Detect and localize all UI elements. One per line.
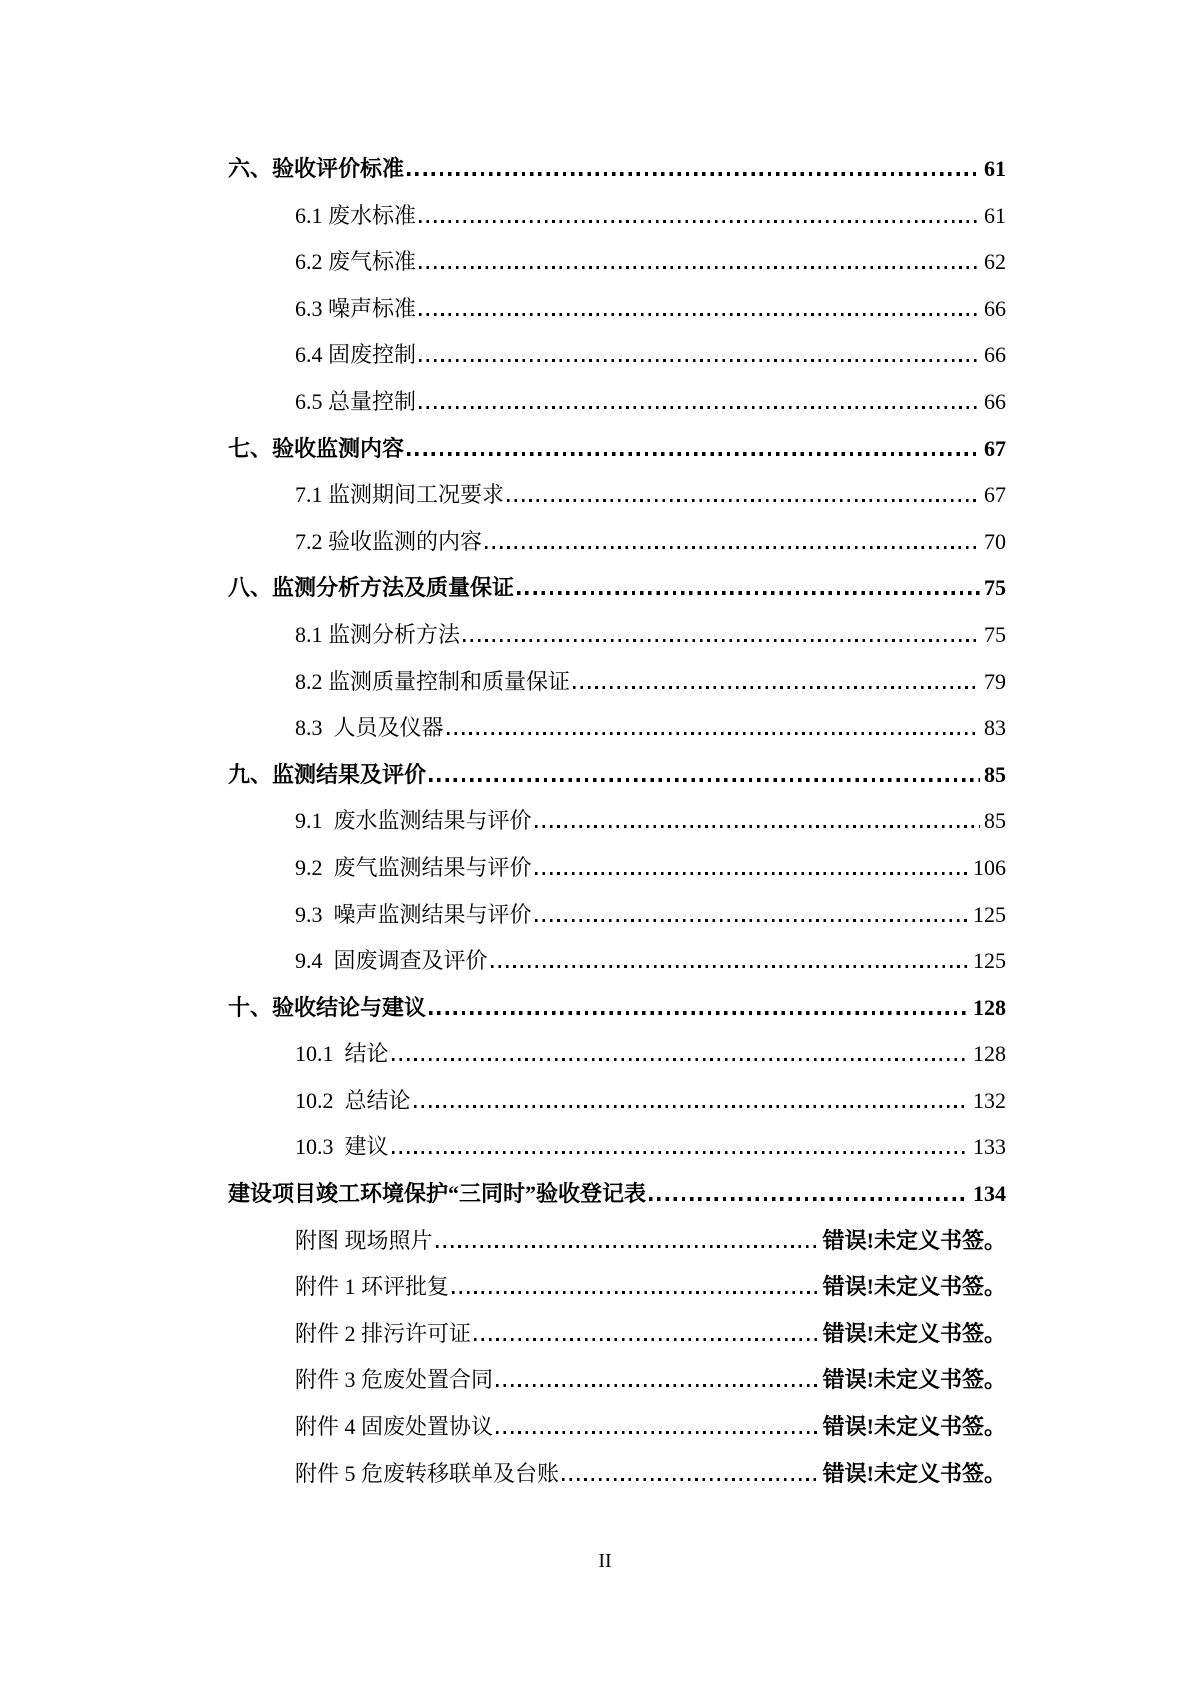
toc-entry-page-number: 错误!未定义书签。	[822, 1227, 1006, 1253]
dot-leader	[535, 872, 969, 875]
toc-entry-page-number: 132	[973, 1087, 1006, 1113]
toc-entry-page-number: 106	[973, 854, 1006, 880]
toc-entry-page-number: 错误!未定义书签。	[822, 1414, 1006, 1440]
toc-entry-page-number: 83	[984, 715, 1006, 741]
toc-entry[interactable]	[228, 426, 1006, 473]
dot-leader	[407, 172, 980, 176]
toc-entry[interactable]	[228, 1404, 1006, 1451]
toc-entry-title: 10.1 结论	[295, 1041, 389, 1067]
toc-entry-page-number: 67	[984, 435, 1006, 461]
toc-entry[interactable]	[228, 845, 1006, 892]
dot-leader	[452, 1291, 819, 1294]
toc-entry-title: 附件 4 固废处置协议	[295, 1414, 494, 1440]
toc-entry-page-number: 61	[984, 202, 1006, 228]
toc-entry[interactable]	[228, 938, 1006, 985]
toc-entry-page-number: 125	[973, 901, 1006, 927]
dot-leader	[419, 406, 980, 409]
toc-entry-page-number: 66	[984, 388, 1006, 414]
dot-leader	[496, 1431, 819, 1434]
toc-entry-title: 附件 5 危废转移联单及台账	[295, 1460, 560, 1486]
toc-entry[interactable]	[228, 472, 1006, 519]
toc-entry-page-number: 128	[973, 994, 1006, 1020]
dot-leader	[419, 359, 980, 362]
dot-leader	[649, 1197, 969, 1201]
toc-entry-page-number: 62	[984, 249, 1006, 275]
toc-entry[interactable]	[228, 193, 1006, 240]
dot-leader	[507, 499, 980, 502]
toc-entry-title: 7.1 监测期间工况要求	[295, 482, 505, 508]
toc-entry-title: 6.3 噪声标准	[295, 295, 417, 321]
toc-entry-title: 7.2 验收监测的内容	[295, 528, 483, 554]
toc-entry-title: 10.3 建议	[295, 1134, 389, 1160]
toc-entry-title: 9.1 废水监测结果与评价	[295, 808, 532, 834]
toc-entry[interactable]	[228, 1031, 1006, 1078]
toc-entry-title: 建设项目竣工环境保护“三同时”验收登记表	[228, 1181, 647, 1207]
toc-entry[interactable]	[228, 985, 1006, 1032]
toc-entry-page-number: 67	[984, 482, 1006, 508]
toc-entry[interactable]	[228, 565, 1006, 612]
dot-leader	[419, 220, 980, 223]
dot-leader	[447, 732, 980, 735]
toc-entry-title: 9.4 固废调查及评价	[295, 948, 488, 974]
toc-entry-title: 6.4 固废控制	[295, 342, 417, 368]
toc-entry[interactable]	[228, 705, 1006, 752]
dot-leader	[392, 1058, 969, 1061]
toc-entry-title: 10.2 总结论	[295, 1087, 411, 1113]
toc-entry-title: 六、验收评价标准	[228, 156, 405, 181]
toc-entry[interactable]	[228, 1451, 1006, 1498]
dot-leader	[535, 919, 969, 922]
toc-entry-title: 8.2 监测质量控制和质量保证	[295, 668, 571, 694]
dot-leader	[419, 313, 980, 316]
toc-entry-title: 附图 现场照片	[295, 1227, 433, 1253]
toc-entry[interactable]	[228, 1124, 1006, 1171]
toc-entry-page-number: 错误!未定义书签。	[822, 1320, 1006, 1346]
toc-entry-page-number: 75	[984, 575, 1006, 601]
toc-entry-page-number: 125	[973, 948, 1006, 974]
toc-entry[interactable]	[228, 612, 1006, 659]
toc-entry-page-number: 61	[984, 156, 1006, 181]
toc-entry[interactable]	[228, 1357, 1006, 1404]
dot-leader	[485, 546, 980, 549]
toc-entry[interactable]	[228, 1171, 1006, 1218]
toc-entry-page-number: 75	[984, 621, 1006, 647]
dot-leader	[429, 778, 980, 782]
dot-leader	[407, 452, 980, 456]
page-number-footer: II	[598, 1550, 612, 1572]
dot-leader	[463, 639, 980, 642]
dot-leader	[419, 266, 980, 269]
toc-entry[interactable]	[228, 146, 1006, 193]
dot-leader	[535, 825, 980, 828]
toc-entry-page-number: 79	[984, 668, 1006, 694]
dot-leader	[392, 1151, 969, 1154]
toc-entry[interactable]	[228, 519, 1006, 566]
dot-leader	[573, 686, 980, 689]
toc-entry-page-number: 85	[984, 808, 1006, 834]
dot-leader	[474, 1338, 819, 1341]
toc-entry-page-number: 70	[984, 528, 1006, 554]
toc-entry-page-number: 错误!未定义书签。	[822, 1367, 1006, 1393]
toc-entry-title: 七、验收监测内容	[228, 435, 405, 461]
dot-leader	[429, 1011, 969, 1015]
toc-entry[interactable]	[228, 1218, 1006, 1265]
toc-entry-title: 6.2 废气标准	[295, 249, 417, 275]
table-of-contents	[228, 146, 1006, 1497]
toc-entry-title: 九、监测结果及评价	[228, 761, 427, 787]
toc-entry[interactable]	[228, 379, 1006, 426]
dot-leader	[414, 1105, 969, 1108]
toc-entry-title: 十、验收结论与建议	[228, 994, 427, 1020]
toc-entry[interactable]	[228, 239, 1006, 286]
toc-entry-page-number: 66	[984, 342, 1006, 368]
dot-leader	[496, 1384, 819, 1387]
toc-entry-title: 9.2 废气监测结果与评价	[295, 854, 532, 880]
toc-entry-title: 附件 3 危废处置合同	[295, 1367, 494, 1393]
toc-entry-page-number: 66	[984, 295, 1006, 321]
toc-entry[interactable]	[228, 332, 1006, 379]
toc-entry-title: 6.1 废水标准	[295, 202, 417, 228]
toc-entry[interactable]	[228, 659, 1006, 706]
dot-leader	[491, 965, 969, 968]
toc-entry-title: 9.3 噪声监测结果与评价	[295, 901, 532, 927]
toc-entry[interactable]	[228, 892, 1006, 939]
toc-entry-page-number: 128	[973, 1041, 1006, 1067]
toc-entry[interactable]	[228, 752, 1006, 799]
toc-entry[interactable]	[228, 1264, 1006, 1311]
toc-entry-title: 8.1 监测分析方法	[295, 621, 461, 647]
dot-leader	[517, 591, 980, 595]
toc-entry-page-number: 85	[984, 761, 1006, 787]
toc-entry[interactable]	[228, 798, 1006, 845]
dot-leader	[562, 1478, 819, 1481]
toc-entry-page-number: 133	[973, 1134, 1006, 1160]
toc-entry[interactable]	[228, 1311, 1006, 1358]
toc-entry-title: 8.3 人员及仪器	[295, 715, 444, 741]
toc-entry-title: 附件 1 环评批复	[295, 1274, 450, 1300]
dot-leader	[436, 1245, 819, 1248]
toc-entry[interactable]	[228, 1078, 1006, 1125]
toc-entry-title: 6.5 总量控制	[295, 388, 417, 414]
toc-entry[interactable]	[228, 286, 1006, 333]
toc-entry-page-number: 错误!未定义书签。	[822, 1460, 1006, 1486]
toc-entry-page-number: 134	[973, 1181, 1006, 1207]
toc-entry-title: 附件 2 排污许可证	[295, 1320, 472, 1346]
toc-entry-title: 八、监测分析方法及质量保证	[228, 575, 515, 601]
toc-entry-page-number: 错误!未定义书签。	[822, 1274, 1006, 1300]
